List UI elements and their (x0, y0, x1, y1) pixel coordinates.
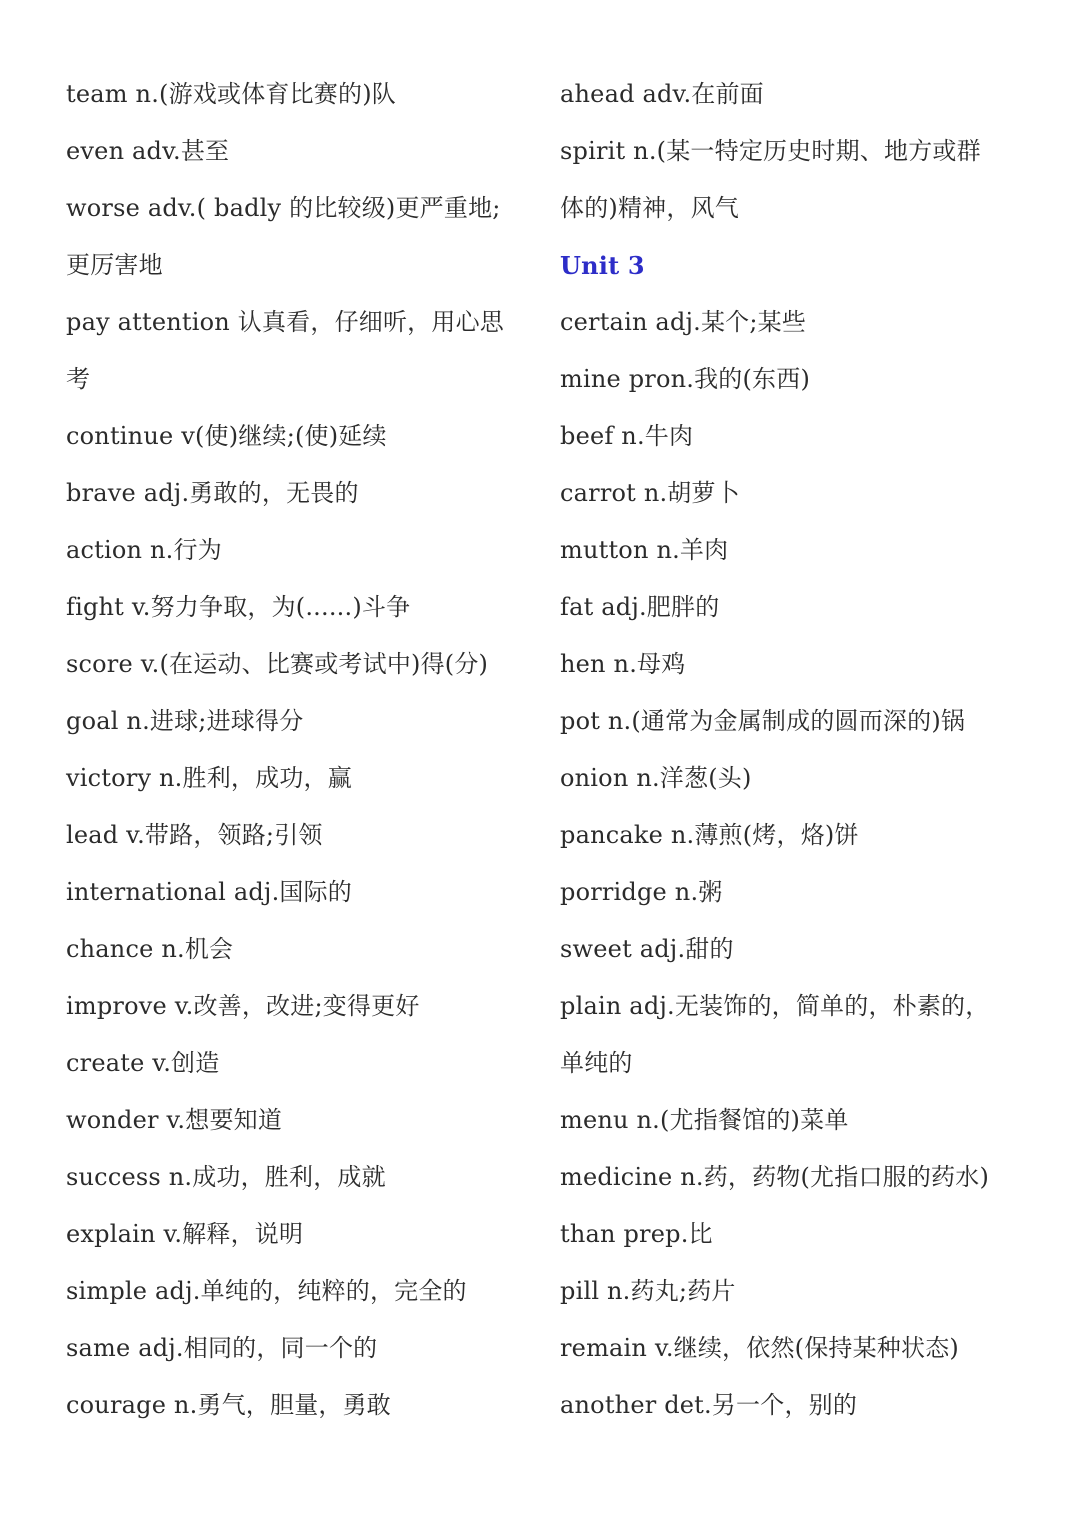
vocab-line: 体的)精神，风气 (560, 194, 739, 222)
vocab-line: menu n.(尤指餐馆的)菜单 (560, 1106, 849, 1134)
vocab-line: pay attention 认真看，仔细听，用心思 (66, 308, 504, 336)
vocab-line: worse adv.( badly 的比较级)更严重地; (66, 194, 501, 222)
vocab-line: 单纯的 (560, 1049, 633, 1077)
vocab-line: brave adj.勇敢的，无畏的 (66, 479, 359, 507)
vocab-line: team n.(游戏或体育比赛的)队 (66, 80, 396, 108)
vocab-line: mutton n.羊肉 (560, 536, 729, 564)
vocab-line: victory n.胜利，成功，赢 (66, 764, 352, 792)
vocab-line: hen n.母鸡 (560, 650, 686, 678)
vocab-line: beef n.牛肉 (560, 422, 694, 450)
vocab-line: remain v.继续，依然(保持某种状态) (560, 1334, 959, 1362)
vocab-line: onion n.洋葱(头) (560, 764, 752, 792)
vocab-line: 考 (66, 365, 91, 393)
vocab-line: medicine n.药，药物(尤指口服的药水) (560, 1163, 990, 1191)
vocab-line: create v.创造 (66, 1049, 220, 1077)
vocab-line: courage n.勇气，胆量，勇敢 (66, 1391, 392, 1419)
vocab-line: than prep.比 (560, 1220, 713, 1248)
vocab-line: pancake n.薄煎(烤，烙)饼 (560, 821, 859, 849)
vocab-line: pot n.(通常为金属制成的圆而深的)锅 (560, 707, 966, 735)
vocab-line: lead v.带路，领路;引领 (66, 821, 323, 849)
vocab-line: chance n.机会 (66, 935, 234, 963)
vocab-line: improve v.改善，改进;变得更好 (66, 992, 420, 1020)
vocab-line: pill n.药丸;药片 (560, 1277, 736, 1305)
vocab-line: score v.(在运动、比赛或考试中)得(分) (66, 650, 489, 678)
vocab-line: simple adj.单纯的，纯粹的，完全的 (66, 1277, 467, 1305)
vocab-line: plain adj.无装饰的，简单的，朴素的， (560, 992, 990, 1020)
left-column (66, 66, 536, 1434)
vocab-line: certain adj.某个;某些 (560, 308, 807, 336)
vocab-line: fat adj.肥胖的 (560, 593, 720, 621)
vocab-line: 更厉害地 (66, 251, 163, 279)
right-column (560, 66, 1030, 1434)
vocab-line: action n.行为 (66, 536, 222, 564)
vocab-line: international adj.国际的 (66, 878, 353, 906)
vocab-line: another det.另一个，别的 (560, 1391, 858, 1419)
vocab-line: ahead adv.在前面 (560, 80, 764, 108)
vocab-line: mine pron.我的(东西) (560, 365, 811, 393)
vocab-line: even adv.甚至 (66, 137, 230, 165)
vocab-line: sweet adj.甜的 (560, 935, 734, 963)
vocab-line: fight v.努力争取，为(......)斗争 (66, 593, 411, 621)
vocab-line: explain v.解释，说明 (66, 1220, 304, 1248)
vocab-line: carrot n.胡萝卜 (560, 479, 740, 507)
vocab-line: spirit n.(某一特定历史时期、地方或群 (560, 137, 981, 165)
vocab-line: goal n.进球;进球得分 (66, 707, 304, 735)
vocab-line: success n.成功，胜利，成就 (66, 1163, 386, 1191)
vocab-line: wonder v.想要知道 (66, 1106, 283, 1134)
vocab-line: continue v(使)继续;(使)延续 (66, 422, 387, 450)
vocab-line: same adj.相同的，同一个的 (66, 1334, 378, 1362)
unit-heading: Unit 3 (560, 251, 645, 280)
vocab-line: porridge n.粥 (560, 878, 723, 906)
